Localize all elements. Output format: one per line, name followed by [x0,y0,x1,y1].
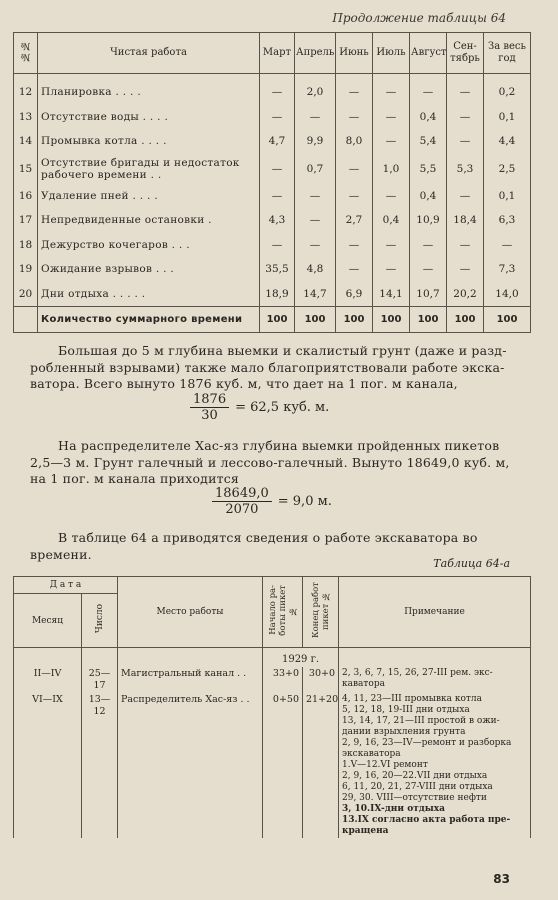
remark-line: кращена [342,826,389,836]
row-label: Непредвиденные остановки . [38,208,260,233]
table-row [14,208,531,233]
cell-value: — [447,184,484,209]
remark-line: 2, 9, 16, 23—IV—ремонт и разборка [342,738,512,748]
row-label: Ожидание взрывов . . . [38,257,260,282]
cell-value: 0,1 [484,105,531,130]
row-number: 16 [14,184,38,209]
cell-value: 18,9 [260,282,295,307]
cell-value: — [260,105,295,130]
cell-value: — [336,80,373,105]
cell-value: — [260,80,295,105]
cell-value: 0,4 [410,184,447,209]
row-number: 13 [14,105,38,130]
remark-line: 2, 3, 6, 7, 15, 26, 27-III рем. экс- [342,668,493,678]
cell-empty [82,648,118,668]
table-row [14,129,531,154]
cell-value: — [373,184,410,209]
cell-value: — [447,105,484,130]
cell-value: — [410,233,447,258]
cell-value: 6,9 [336,282,373,307]
cell-value: — [447,233,484,258]
cell-value: — [336,233,373,258]
remark-line: дании взрыхления грунта [342,727,466,737]
col-header-month: Месяц [14,594,82,648]
cell-value: — [295,105,336,130]
cell-value: — [260,154,295,184]
table-row [14,648,531,668]
end-picket-cell: 21+20 [303,693,339,838]
cell-value: 0,2 [484,80,531,105]
col-header-month: Июль [373,33,410,74]
row-number [14,307,38,333]
remark-line: 13, 14, 17, 21—III простой в ожи- [342,716,500,726]
row-label: Отсутствие воды . . . . [38,105,260,130]
cell-value: — [373,233,410,258]
cell-value: — [373,80,410,105]
total-label: Количество суммарного времени [38,307,260,333]
cell-value: 100 [336,307,373,333]
cell-value: 0,4 [373,208,410,233]
cell-value: 100 [484,307,531,333]
remark-line: каватора [342,679,385,689]
cell-value: — [373,257,410,282]
cell-empty [118,648,263,668]
cell-value: 5,5 [410,154,447,184]
page-number: 83 [493,872,510,886]
table-row [14,80,531,105]
start-picket-cell: 0+50 [263,693,303,838]
cell-value: 100 [410,307,447,333]
remark-line: 4, 11, 23—III промывка котла [342,694,482,704]
cell-value: 5,4 [410,129,447,154]
row-label: Удаление пней . . . . [38,184,260,209]
cell-value: 6,3 [484,208,531,233]
table-row [14,233,531,258]
col-header-work: Чистая работа [38,33,260,74]
row-label: Дни отдыха . . . . . [38,282,260,307]
col-header-number: №№ [14,33,38,74]
table-row [14,105,531,130]
row-number: 12 [14,80,38,105]
cell-value: 2,0 [295,80,336,105]
cell-value: — [295,233,336,258]
month-cell: II—IV [14,667,82,693]
table-continuation-header: Продолжение таблицы 64 [332,11,506,25]
cell-value: — [373,105,410,130]
end-picket-cell: 30+0 [303,667,339,693]
cell-value: — [447,129,484,154]
table-row [14,667,531,693]
table-64a-caption: Таблица 64-а [433,557,510,570]
row-number: 15 [14,154,38,184]
remark-line: 29, 30. VIII—отсутствие нефти [342,793,487,803]
paragraph-excavation: Большая до 5 м глубина выемки и скалистый грунт (даже и разд- робленный взрывами) также мало благоприятствовали работе экска- ватора. Всего вынуто 1876 куб. м, что дает на 1 пог. м канала, [30,343,507,391]
place-cell: Магистральный канал . . [118,667,263,693]
day-cell: 13—12 [82,693,118,838]
cell-value: — [410,257,447,282]
remarks-cell [339,693,531,838]
cell-value: 100 [295,307,336,333]
row-number: 19 [14,257,38,282]
cell-value: 0,1 [484,184,531,209]
cell-value: 2,7 [336,208,373,233]
row-label: Промывка котла . . . . [38,129,260,154]
row-label: Планировка . . . . [38,80,260,105]
cell-value: — [447,257,484,282]
cell-value: 100 [260,307,295,333]
cell-value: 4,7 [260,129,295,154]
cell-value: 4,3 [260,208,295,233]
cell-value: 5,3 [447,154,484,184]
cell-value: 9,9 [295,129,336,154]
cell-value: — [336,184,373,209]
remark-line: 13.IX согласно акта работа пре- [342,815,511,825]
col-header-month: Июнь [336,33,373,74]
cell-value: 2,5 [484,154,531,184]
cell-value: 7,3 [484,257,531,282]
cell-value: — [336,257,373,282]
remark-line: 2, 9, 16, 20—22.VII дни отдыха [342,771,488,781]
cell-value: 8,0 [336,129,373,154]
cell-value: — [447,80,484,105]
remarks-cell [339,667,531,693]
excavator-schedule-table [13,576,531,838]
cell-value: — [373,129,410,154]
col-header-place: Место работы [118,577,263,648]
cell-value: — [410,80,447,105]
cell-value: 18,4 [447,208,484,233]
cell-value: 35,5 [260,257,295,282]
row-number: 20 [14,282,38,307]
total-row [14,307,531,333]
remark-line: экскаватора [342,749,401,759]
col-header-month: Август [410,33,447,74]
col-header-month: Март [260,33,295,74]
col-header-year-total: За весь год [484,33,531,74]
day-cell: 25—17 [82,667,118,693]
col-header-day: Число [82,594,118,648]
row-number: 18 [14,233,38,258]
year-label: 1929 г. [263,648,339,668]
row-number: 17 [14,208,38,233]
row-label: Дежурство кочегаров . . . [38,233,260,258]
col-header-date: Д а т а [14,577,118,594]
table-row [14,282,531,307]
month-cell: VI—IX [14,693,82,838]
cell-value: — [484,233,531,258]
cell-value: — [336,154,373,184]
formula-volume-per-meter: $\frac{1876}{30}$ = 62,5 куб. м. [190,392,329,423]
cell-value: 4,8 [295,257,336,282]
cell-value: — [260,233,295,258]
table-row [14,184,531,209]
remark-line: 6, 11, 20, 21, 27-VIII дни отдыха [342,782,493,792]
paragraph-table-intro: В таблице 64 а приводятся сведения о работе экскаватора во времени. [30,530,478,562]
cell-value: 14,7 [295,282,336,307]
cell-value: 14,0 [484,282,531,307]
cell-value: 10,9 [410,208,447,233]
cell-value: 20,2 [447,282,484,307]
place-cell: Распределитель Хас-яз . . [118,693,263,838]
remark-line: 1.V—12.VI ремонт [342,760,428,770]
cell-empty [14,648,82,668]
start-picket-cell: 33+0 [263,667,303,693]
remark-line: 5, 12, 18, 19-III дни отдыха [342,705,470,715]
col-header-month: Сен- тябрь [447,33,484,74]
col-header-end-picket: Конец работ пикет № [303,577,339,648]
row-number: 14 [14,129,38,154]
cell-empty [339,648,531,668]
table-row [14,154,531,184]
cell-value: 100 [373,307,410,333]
cell-value: — [260,184,295,209]
col-header-month: Апрель [295,33,336,74]
row-label: Отсутствие бригады и недостаток рабочего времени . . [38,154,260,184]
cell-value: — [295,184,336,209]
paragraph-distributor: На распределителе Хас-яз глубина выемки пройденных пикетов 2,5—3 м. Грунт галечный и лессово-галечный. Вынуто 18649,0 куб. м, на 1 пог. м канала приходится [30,438,510,486]
cell-value: 1,0 [373,154,410,184]
formula-distributor: $\frac{18649,0}{2070}$ = 9,0 м. [212,486,332,517]
table-row [14,693,531,838]
cell-value: 14,1 [373,282,410,307]
col-header-remark: Примечание [339,577,531,648]
cell-value: — [295,208,336,233]
cell-value: 4,4 [484,129,531,154]
col-header-start-picket: Начало ра- боты пикет № [263,577,303,648]
cell-value: — [336,105,373,130]
cell-value: 100 [447,307,484,333]
work-time-table [13,32,531,333]
cell-value: 0,7 [295,154,336,184]
cell-value: 10,7 [410,282,447,307]
cell-value: 0,4 [410,105,447,130]
remark-line: 3, 10.IX-дни отдыха [342,804,445,814]
table-row [14,257,531,282]
